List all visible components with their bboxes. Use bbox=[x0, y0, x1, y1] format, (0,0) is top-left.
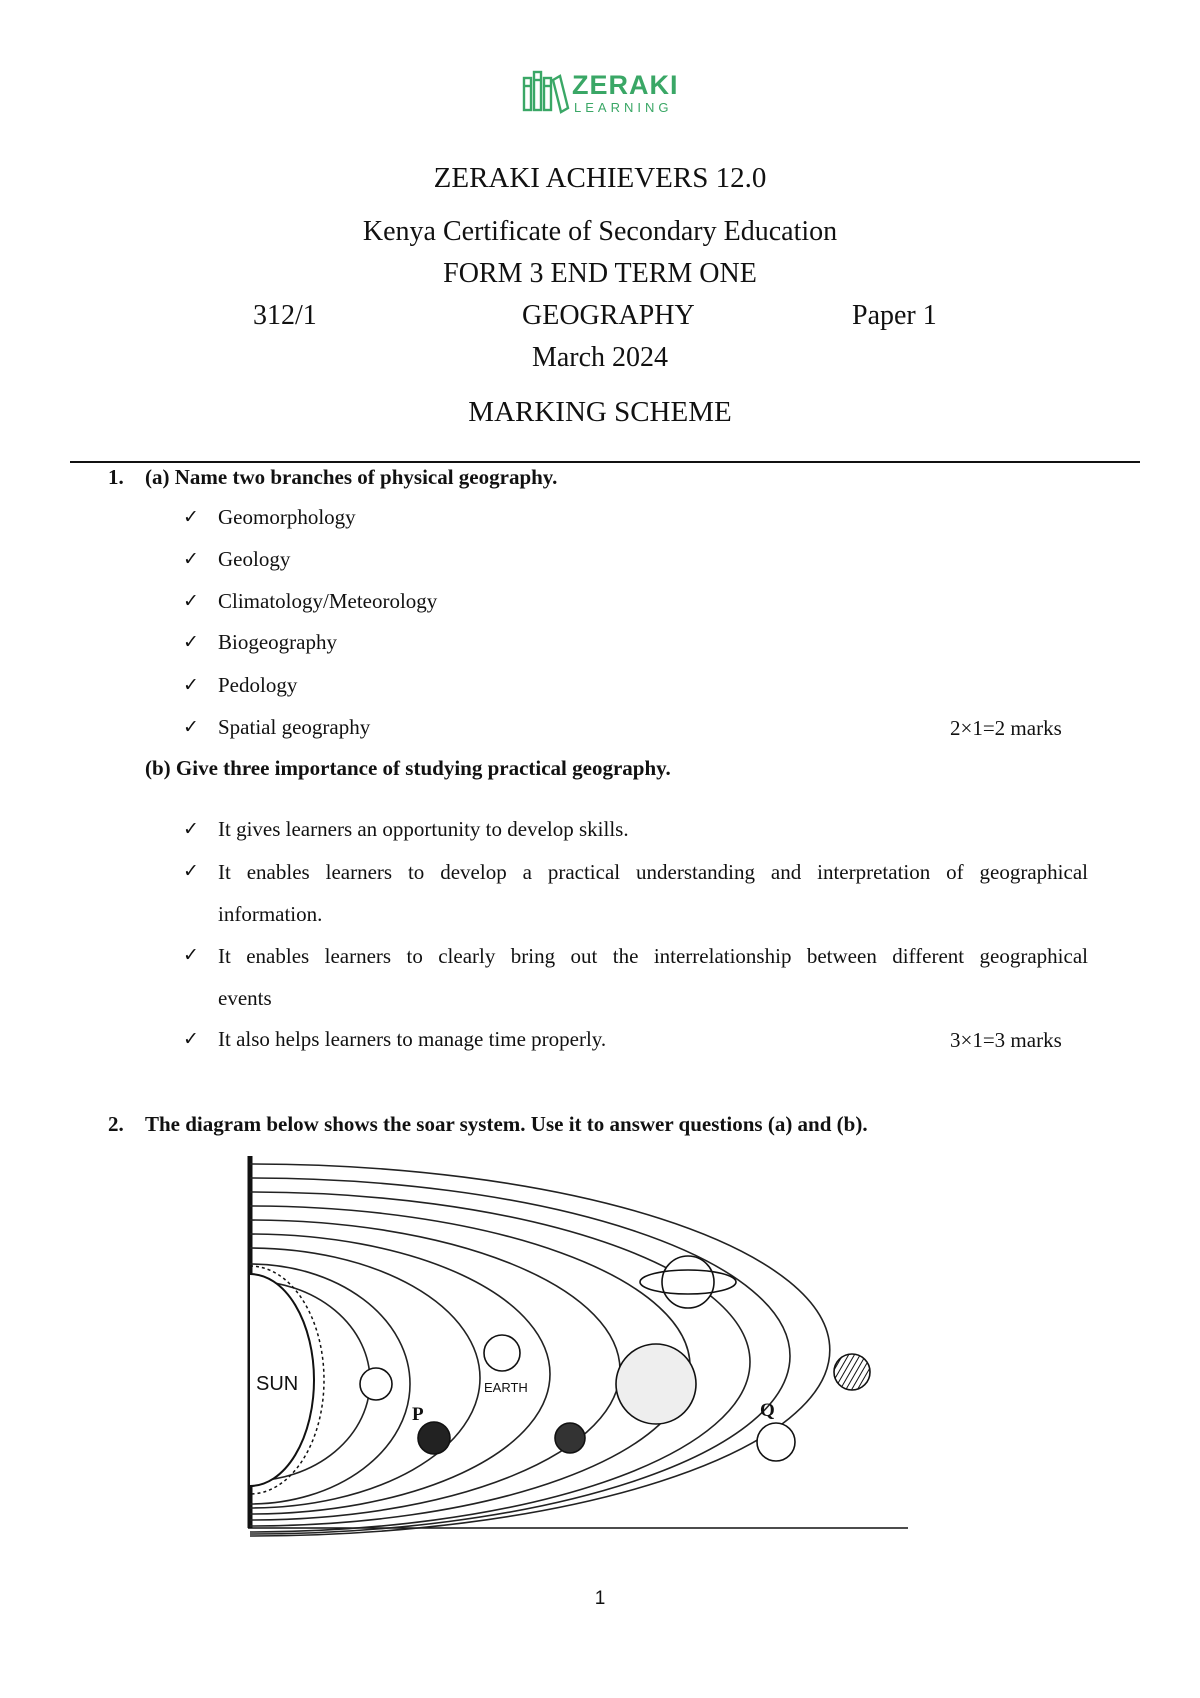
question-2-text: The diagram below shows the soar system. Use it to answer questions (a) and (b). bbox=[145, 1112, 868, 1136]
check-icon: ✓ bbox=[183, 1028, 199, 1050]
check-icon: ✓ bbox=[183, 716, 199, 738]
exam-name: Kenya Certificate of Secondary Education bbox=[362, 216, 838, 247]
planets bbox=[360, 1256, 870, 1461]
planet-p bbox=[418, 1422, 450, 1454]
planet-q-label: Q bbox=[760, 1400, 775, 1421]
check-icon: ✓ bbox=[183, 548, 199, 570]
check-icon: ✓ bbox=[183, 944, 199, 966]
question-1b-text: (b) Give three importance of studying practical geography. bbox=[145, 756, 671, 780]
mars bbox=[555, 1423, 585, 1453]
answer-continuation: events bbox=[218, 986, 272, 1010]
sun bbox=[250, 1266, 324, 1494]
paper-number: Paper 1 bbox=[852, 300, 937, 331]
check-icon: ✓ bbox=[183, 631, 199, 653]
check-icon: ✓ bbox=[183, 506, 199, 528]
answer-line: It enables learners to develop a practical understanding and interpretation of geographical bbox=[218, 860, 1088, 884]
document-type: MARKING SCHEME bbox=[468, 396, 732, 428]
jupiter bbox=[616, 1344, 696, 1424]
saturn bbox=[662, 1256, 714, 1308]
sun-label: SUN bbox=[256, 1373, 299, 1395]
question-number: 1. bbox=[108, 465, 124, 489]
marks-allocation: 2×1=2 marks bbox=[950, 716, 1062, 740]
exam-date: March 2024 bbox=[531, 342, 669, 373]
earth-label: EARTH bbox=[484, 1380, 528, 1395]
question-1a-text: (a) Name two branches of physical geography. bbox=[145, 465, 558, 489]
mercury bbox=[360, 1368, 392, 1400]
page-number: 1 bbox=[594, 1588, 606, 1609]
check-icon: ✓ bbox=[183, 674, 199, 696]
paper-code: 312/1 bbox=[253, 300, 317, 331]
form-term: FORM 3 END TERM ONE bbox=[443, 258, 757, 289]
planet-q bbox=[757, 1423, 795, 1461]
answer-line: It enables learners to clearly bring out the interrelationship between different geographical bbox=[218, 944, 1088, 968]
orbits bbox=[250, 1164, 830, 1536]
books-icon bbox=[522, 70, 570, 114]
exam-series-title: ZERAKI ACHIEVERS 12.0 bbox=[433, 162, 767, 194]
logo-subtitle: LEARNING bbox=[574, 100, 673, 115]
subject-name: GEOGRAPHY bbox=[522, 300, 695, 331]
question-number: 2. bbox=[108, 1112, 124, 1136]
answer-continuation: information. bbox=[218, 902, 323, 926]
neptune bbox=[834, 1354, 870, 1390]
document-page: ZERAKI LEARNING ZERAKI ACHIEVERS 12.0 Kenya Certificate of Secondary Education FORM 3 END TERM ONE 312/1 GEOGRAPHY Paper 1 March 2024 MARKING SCHEME 1. (a) Name two branches of physical geography. ✓ Geomorphology ✓ Geology ✓ Climatology/Meteorology ✓ Biogeography ✓ Pedology ✓ Spatial geography 2×1=2 marks (b) Give three importance of studying practical geography. ✓ It gives learners an opportunity to develop skills. ✓ It enables learners to develop a practical understanding and interpretation of geographical information. ✓ It enables learners to clearly bring out the interrelationship between different geographical events ✓ It also helps learners to manage time properly. 3×1=3 marks 2. The diagram below shows the soar system. Use it to answer questions (a) and (b). SUN P EARTH Q 1 bbox=[0, 0, 1200, 1698]
check-icon: ✓ bbox=[183, 860, 199, 882]
planet-p-label: P bbox=[412, 1404, 424, 1425]
marks-allocation: 3×1=3 marks bbox=[950, 1028, 1062, 1052]
header-divider bbox=[70, 461, 1140, 463]
earth bbox=[484, 1335, 520, 1371]
check-icon: ✓ bbox=[183, 590, 199, 612]
solar-system-diagram bbox=[240, 1148, 920, 1553]
logo-name: ZERAKI bbox=[572, 70, 679, 100]
check-icon: ✓ bbox=[183, 818, 199, 840]
zeraki-logo bbox=[522, 70, 692, 118]
